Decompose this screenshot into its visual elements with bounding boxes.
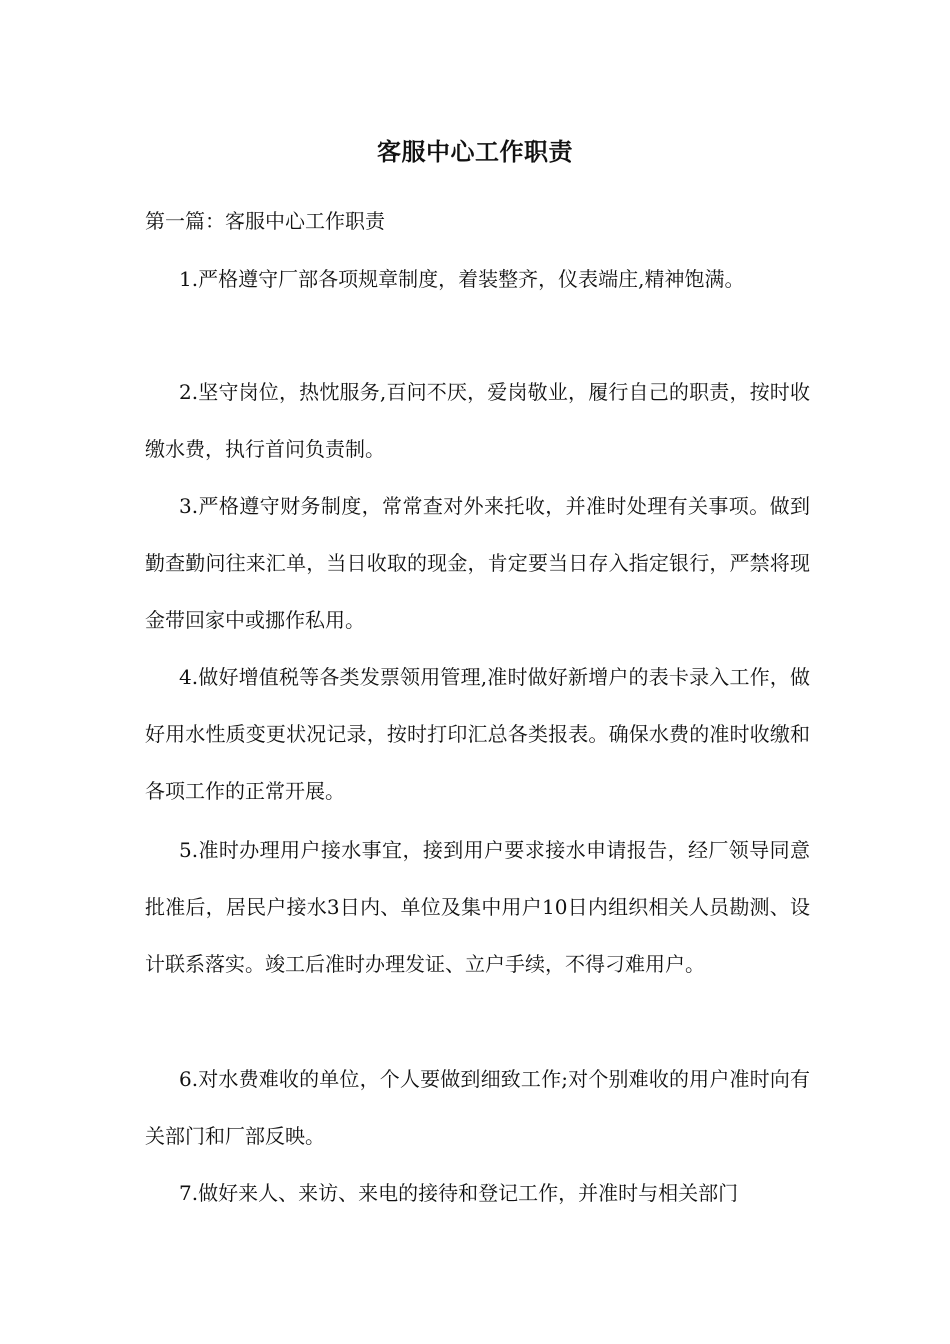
paragraph-6: 6.对水费难收的单位，个人要做到细致工作;对个别难收的用户准时向有关部门和厂部反映。 xyxy=(145,1067,810,1148)
paragraph-5: 5.准时办理用户接水事宜，接到用户要求接水申请报告，经厂领导同意批准后，居民户接水3日内、单位及集中用户10日内组织相关人员勘测、设计联系落实。竣工后准时办理发证、立户手续，不得刁难用户。 xyxy=(145,838,810,976)
paragraph-3: 3.严格遵守财务制度，常常查对外来托收，并准时处理有关事项。做到勤查勤问往来汇单，当日收取的现金，肯定要当日存入指定银行，严禁将现金带回家中或挪作私用。 xyxy=(145,494,810,632)
paragraph-7: 7.做好来人、来访、来电的接待和登记工作，并准时与相关部门 xyxy=(179,1181,739,1205)
paragraph-4: 4.做好增值税等各类发票领用管理,准时做好新增户的表卡录入工作，做好用水性质变更状况记录，按时打印汇总各类报表。确保水费的准时收缴和各项工作的正常开展。 xyxy=(145,665,810,803)
paragraph-1: 1.严格遵守厂部各项规章制度，着装整齐，仪表端庄,精神饱满。 xyxy=(179,267,745,291)
document-title: 客服中心工作职责 xyxy=(377,137,573,166)
section-heading: 第一篇：客服中心工作职责 xyxy=(145,209,385,233)
paragraph-2: 2.坚守岗位，热忱服务,百问不厌，爱岗敬业，履行自己的职责，按时收缴水费，执行首问负责制。 xyxy=(145,380,810,461)
